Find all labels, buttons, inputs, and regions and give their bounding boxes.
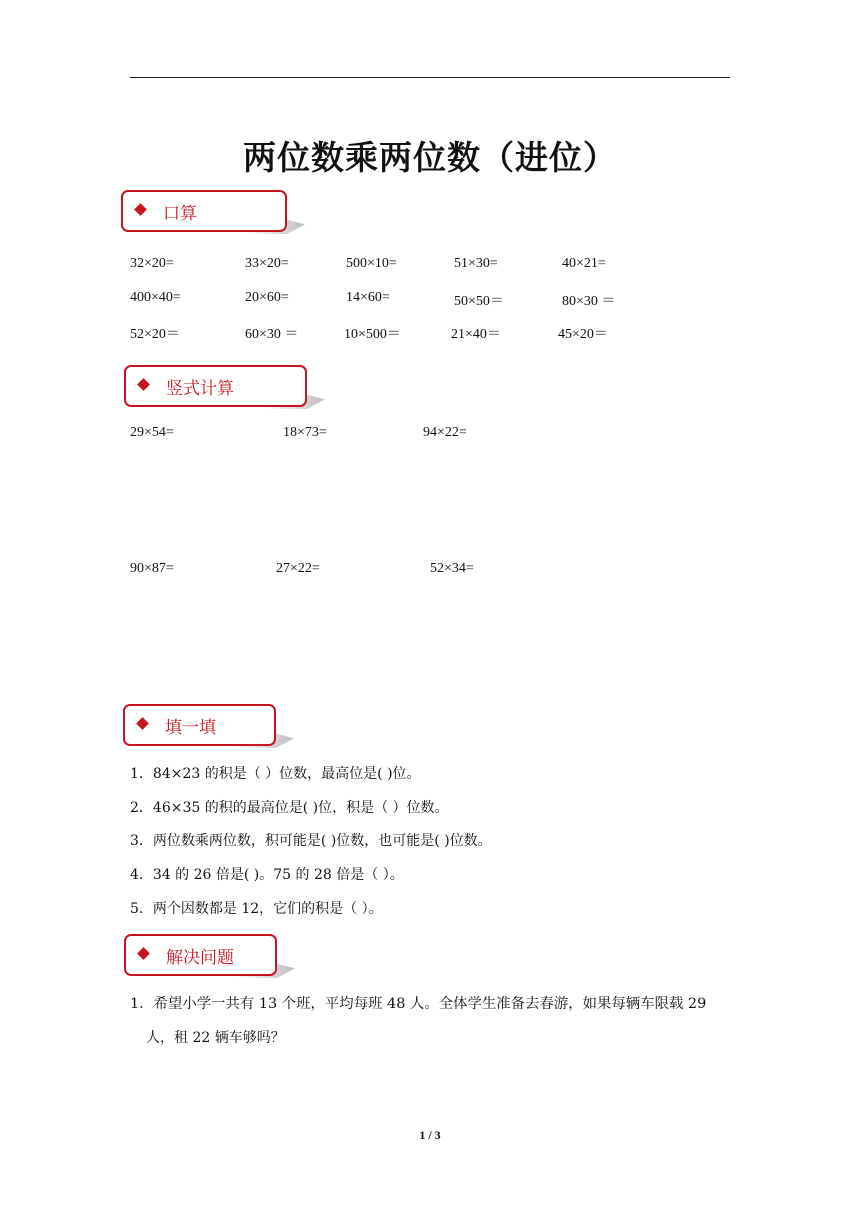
fill-item: 3．两位数乘两位数，积可能是( )位数，也可能是( )位数。: [130, 833, 492, 849]
vertical-item: 90×87=: [130, 561, 174, 576]
fill-item: 2．46×35 的积的最高位是( )位，积是（ ）位数。: [130, 800, 449, 816]
section-fill-header: [123, 704, 276, 746]
section-label: 口算: [163, 204, 197, 224]
vertical-item: 52×34=: [430, 561, 474, 576]
fill-item: 5．两个因数都是 12，它们的积是（ ）。: [130, 901, 383, 917]
section-vertical-header: [124, 365, 307, 407]
header-rule: [130, 77, 730, 78]
oral-item: 33×20=: [245, 256, 289, 271]
vertical-item: 94×22=: [423, 425, 467, 440]
oral-item: 20×60=: [245, 290, 289, 305]
oral-item: 32×20=: [130, 256, 174, 271]
page-title: 两位数乘两位数（进位）: [243, 138, 617, 177]
vertical-item: 29×54=: [130, 425, 174, 440]
oral-item: 52×20＝: [130, 327, 180, 342]
fill-item: 1．84×23 的积是（ ）位数，最高位是( )位。: [130, 766, 421, 782]
oral-item: 40×21=: [562, 256, 606, 271]
oral-item: 50×50＝: [454, 294, 504, 309]
oral-item: 10×500＝: [344, 327, 401, 342]
oral-item: 500×10=: [346, 256, 397, 271]
page-number: 1 / 3: [419, 1128, 441, 1142]
oral-item: 21×40＝: [451, 327, 501, 342]
section-oral-header: [121, 190, 287, 232]
oral-item: 60×30 ＝: [245, 327, 299, 342]
vertical-item: 18×73=: [283, 425, 327, 440]
problem-line: 人，租 22 辆车够吗？: [146, 1030, 285, 1046]
oral-item: 51×30=: [454, 256, 498, 271]
section-label: 竖式计算: [166, 379, 234, 399]
section-solve-header: [124, 934, 277, 976]
oral-item: 45×20＝: [558, 327, 608, 342]
section-label: 解决问题: [166, 948, 234, 968]
oral-item: 400×40=: [130, 290, 181, 305]
section-label: 填一填: [165, 718, 216, 738]
problem-line: 1．希望小学一共有 13 个班，平均每班 48 人。全体学生准备去春游，如果每辆车限载 29: [130, 996, 707, 1012]
vertical-item: 27×22=: [276, 561, 320, 576]
oral-item: 80×30 ＝: [562, 294, 616, 309]
fill-item: 4．34 的 26 倍是( )。75 的 28 倍是（ ）。: [130, 867, 404, 883]
oral-item: 14×60=: [346, 290, 390, 305]
